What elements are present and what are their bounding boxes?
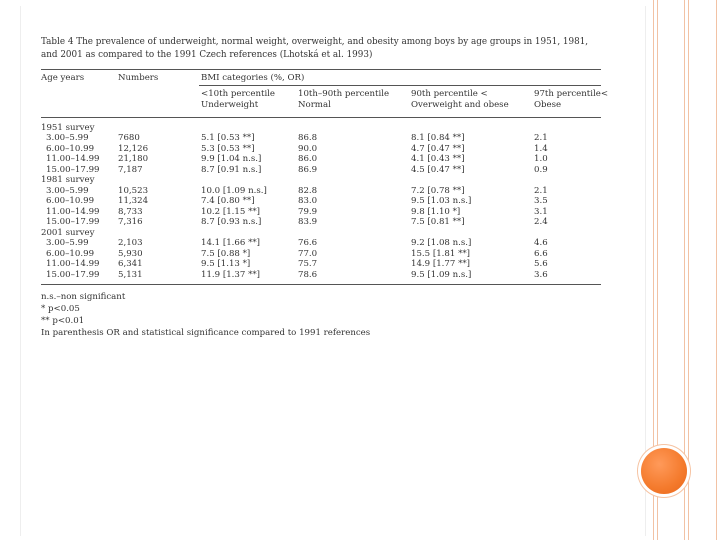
- footnote: n.s.–non significant: [41, 292, 126, 302]
- group-label-row: [41, 228, 601, 239]
- table-cell-n: 21,180: [118, 154, 149, 164]
- table-top-rule: [41, 69, 601, 70]
- table-row: [41, 133, 601, 144]
- table-cell-under: 5.3 [0.53 **]: [201, 143, 255, 154]
- table-caption: Table 4 The prevalence of underweight, normal weight, overweight, and obesity among boys by age groups in 1951, 1981, and 2001 as compared to the 1991 Czech references (Lhotská et al. 1993): [41, 37, 589, 60]
- col-underweight-line2: Underweight: [201, 99, 259, 110]
- table-row: [41, 186, 601, 197]
- header-bmi: BMI categories (%, OR): [201, 72, 305, 83]
- table-cell-normal: 83.9: [298, 217, 318, 227]
- table-cell-normal: 90.0: [298, 143, 318, 154]
- table-cell-obese: 3.5: [534, 196, 548, 206]
- table-cell-n: 6,341: [118, 259, 143, 269]
- table-cell-obese: 2.4: [534, 217, 548, 227]
- table-cell-under: 14.1 [1.66 **]: [201, 238, 261, 248]
- col-overweight-line1: 90th percentile <: [411, 88, 488, 99]
- table-cell-over: 7.5 [0.81 **]: [411, 217, 465, 227]
- survey-group-label: 1981 survey: [41, 175, 95, 185]
- col-overweight-line2: Overweight and obese: [411, 99, 509, 110]
- table-cell-n: 7680: [118, 133, 140, 143]
- table-cell-normal: 76.6: [298, 238, 318, 248]
- decorative-line: [716, 0, 717, 540]
- table-cell-normal: 86.9: [298, 164, 318, 175]
- table-row: [41, 259, 601, 270]
- table-footnotes: [41, 291, 601, 339]
- survey-group-label: 1951 survey: [41, 122, 95, 133]
- table-cell-over: 9.5 [1.03 n.s.]: [411, 196, 472, 206]
- decorative-line: [688, 0, 689, 540]
- table-row: [41, 154, 601, 165]
- table-cell-over: 4.7 [0.47 **]: [411, 143, 465, 154]
- table-cell-obese: 4.6: [534, 238, 548, 248]
- table-cell-obese: 2.1: [534, 133, 548, 143]
- table-cell-obese: 3.1: [534, 206, 548, 217]
- table-cell-age: 15.00–17.99: [46, 217, 100, 227]
- table-cell-over: 9.5 [1.09 n.s.]: [411, 269, 472, 280]
- survey-group-label: 2001 survey: [41, 227, 95, 238]
- header-bottom-rule: [41, 117, 601, 118]
- header-row: [41, 73, 601, 85]
- table-cell-age: 6.00–10.99: [46, 196, 95, 206]
- table-row: [41, 217, 601, 228]
- table-cell-under: 8.7 [0.93 n.s.]: [201, 217, 262, 227]
- header-age: Age years: [41, 72, 85, 83]
- table-cell-n: 7,316: [118, 217, 143, 227]
- table-cell-over: 9.8 [1.10 *]: [411, 206, 461, 217]
- table-cell-under: 10.2 [1.15 **]: [201, 206, 261, 217]
- table-body: [41, 123, 601, 281]
- prevalence-table: [41, 36, 609, 339]
- table-cell-under: 9.9 [1.04 n.s.]: [201, 154, 262, 164]
- table-cell-normal: 79.9: [298, 206, 318, 217]
- table-cell-n: 12,126: [118, 143, 149, 154]
- table-cell-normal: 86.0: [298, 154, 318, 164]
- table-cell-age: 6.00–10.99: [46, 248, 95, 259]
- group-label-row: [41, 123, 601, 134]
- col-obese-line2: Obese: [534, 99, 562, 110]
- col-normal-line1: 10th–90th percentile: [298, 88, 390, 99]
- table-cell-over: 7.2 [0.78 **]: [411, 185, 465, 196]
- table-cell-under: 8.7 [0.91 n.s.]: [201, 164, 262, 175]
- table-cell-age: 3.00–5.99: [46, 185, 89, 196]
- table-cell-n: 5,930: [118, 248, 143, 259]
- subheader-row: [41, 88, 609, 113]
- table-row: [41, 249, 601, 260]
- table-cell-n: 11,324: [118, 196, 149, 206]
- table-cell-normal: 77.0: [298, 248, 318, 259]
- table-row: [41, 165, 601, 176]
- table-cell-normal: 86.8: [298, 133, 318, 143]
- table-cell-obese: 1.4: [534, 143, 548, 154]
- table-bottom-rule: [41, 284, 601, 285]
- table-cell-over: 4.5 [0.47 **]: [411, 164, 465, 175]
- table-cell-obese: 3.6: [534, 269, 548, 280]
- table-cell-under: 7.5 [0.88 *]: [201, 248, 251, 259]
- col-underweight-line1: <10th percentile: [201, 88, 276, 99]
- table-row: [41, 196, 601, 207]
- table-cell-normal: 83.0: [298, 196, 318, 206]
- table-cell-age: 3.00–5.99: [46, 133, 89, 143]
- table-cell-under: 10.0 [1.09 n.s.]: [201, 185, 267, 196]
- footnote: In parenthesis OR and statistical significance compared to 1991 references: [41, 328, 371, 339]
- table-cell-under: 11.9 [1.37 **]: [201, 269, 261, 280]
- table-cell-normal: 75.7: [298, 259, 318, 269]
- table-cell-obese: 0.9: [534, 164, 548, 175]
- table-cell-age: 11.00–14.99: [46, 206, 100, 217]
- table-cell-age: 15.00–17.99: [46, 269, 100, 280]
- table-cell-under: 5.1 [0.53 **]: [201, 133, 255, 143]
- table-cell-normal: 78.6: [298, 269, 318, 280]
- table-row: [41, 270, 601, 281]
- table-cell-n: 5,131: [118, 269, 143, 280]
- table-cell-under: 7.4 [0.80 **]: [201, 196, 255, 206]
- table-row: [41, 238, 601, 249]
- footnote: ** p<0.01: [41, 316, 85, 327]
- table-cell-age: 11.00–14.99: [46, 259, 100, 269]
- group-label-row: [41, 175, 601, 186]
- table-cell-over: 14.9 [1.77 **]: [411, 259, 471, 269]
- table-cell-n: 2,103: [118, 238, 143, 248]
- table-cell-n: 10,523: [118, 185, 149, 196]
- table-cell-under: 9.5 [1.13 *]: [201, 259, 251, 269]
- table-cell-obese: 2.1: [534, 185, 548, 196]
- table-cell-obese: 6.6: [534, 248, 548, 259]
- col-obese-line1: 97th percentile<: [534, 88, 609, 99]
- table-cell-age: 15.00–17.99: [46, 164, 100, 175]
- footnote: * p<0.05: [41, 304, 80, 315]
- table-cell-obese: 1.0: [534, 154, 548, 164]
- table-cell-age: 11.00–14.99: [46, 154, 100, 164]
- table-cell-obese: 5.6: [534, 259, 548, 269]
- table-cell-over: 15.5 [1.81 **]: [411, 248, 471, 259]
- table-cell-n: 8,733: [118, 206, 143, 217]
- table-cell-normal: 82.8: [298, 185, 318, 196]
- table-cell-age: 3.00–5.99: [46, 238, 89, 248]
- decorative-orange-circle: [641, 448, 687, 494]
- table-cell-over: 8.1 [0.84 **]: [411, 133, 465, 143]
- table-row: [41, 207, 601, 218]
- table-row: [41, 144, 601, 155]
- table-cell-over: 4.1 [0.43 **]: [411, 154, 465, 164]
- col-normal-line2: Normal: [298, 99, 331, 110]
- bmi-header-rule: [199, 85, 601, 86]
- table-cell-n: 7,187: [118, 164, 143, 175]
- table-cell-over: 9.2 [1.08 n.s.]: [411, 238, 472, 248]
- table-cell-age: 6.00–10.99: [46, 143, 95, 154]
- header-numbers: Numbers: [118, 72, 159, 83]
